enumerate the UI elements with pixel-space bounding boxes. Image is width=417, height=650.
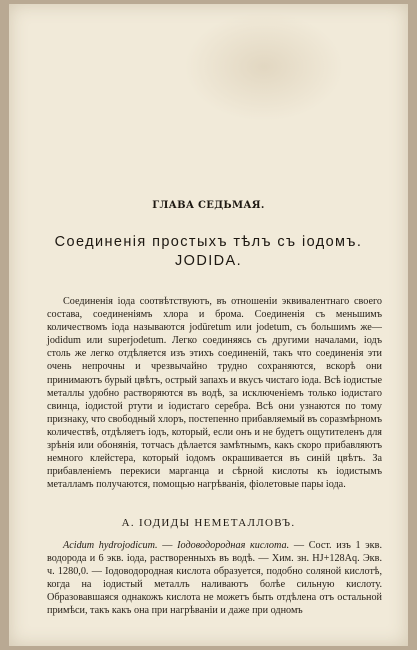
chapter-title-line2: JODIDA. <box>175 253 242 269</box>
acid-latin-name: Acidum hydrojodicum. <box>63 540 158 551</box>
chapter-title <box>9 233 408 271</box>
acid-text <box>47 539 382 618</box>
acid-paragraph: Acidum hydrojodicum. — Іодоводородная кислота. — Сост. изъ 1 экв. водорода и 6 экв. іода, растворенныхъ въ водѣ. — Хим. зн. HJ+128Aq. Экв. ч. 1280,0. — Іодоводородная кислота образуется, подобно соляной кислотѣ, когда на іодистый металлъ наливаютъ болѣе сильную кислоту. Образовавшаяся однакожъ кислота не можетъ быть отдѣлена отъ остальной примѣси, такъ какъ она при нагрѣваніи и даже при одномъ <box>47 540 382 617</box>
acid-description: — Сост. изъ 1 экв. водорода и 6 экв. іода, растворенныхъ въ водѣ. — Хим. зн. HJ+128Aq. Экв. ч. 1280,0. — Іодоводородная кислота образуется, подобно соляной кислотѣ, когда на іодистый металлъ наливаютъ болѣе сильную кислоту. Образовавшаяся однакожъ кислота не можетъ быть отдѣлена отъ остальной примѣси, такъ какъ она при нагрѣваніи и даже при одномъ <box>47 540 382 617</box>
chapter-title-line1: Соединенія простыхъ тѣлъ съ іодомъ. <box>54 234 363 250</box>
acid-russian-name: Іодоводородная кислота. <box>177 540 290 551</box>
paper-stain <box>184 12 344 122</box>
book-page <box>9 4 408 646</box>
intro-text <box>47 295 382 491</box>
section-heading: А. ІОДИДЫ НЕМЕТАЛЛОВЪ. <box>121 517 296 529</box>
intro-paragraph: Соединенія іода соотвѣтствуютъ, въ отношеніи эквивалентнаго своего состава, соединеніямъ хлора и брома. Соединенія съ меньшимъ количествомъ іода называются jodüretum или jodetum, съ большимъ же—jodidum или superjodetum. Легко соединяясь съ другими началами, іодъ столь же легко отдѣляется изъ этихъ соединеній, такъ что соединенія эти очень непрочны и чрезвычайно трудно сохраняются, вскорѣ они принимаютъ бурый цвѣтъ, острый запахъ и вкусъ чистаго іода. Всѣ іодистые металлы удобно растворяются въ водѣ, за исключеніемъ только іодистаго свинца, іодистой ртути и іодистаго серебра. Всѣ они узнаются по тому признаку, что свободный хлоръ, постепенно прибавляемый въ соразмѣрномъ количествѣ, отдѣляетъ іодъ, который, если онъ и не будетъ ощутителенъ для зрѣнія или обонянія, тотчасъ дѣлается замѣтнымъ, какъ скоро прибавляютъ немного клейстера, который іодомъ окрашивается въ синій цвѣтъ. За прибавленіемъ перекиси марганца и сѣрной кислоты къ іодистымъ металламъ получаются, помощью нагрѣванія, фіолетовые пары іода. <box>47 296 382 491</box>
chapter-heading: ГЛАВА СЕДЬМАЯ. <box>152 200 265 211</box>
